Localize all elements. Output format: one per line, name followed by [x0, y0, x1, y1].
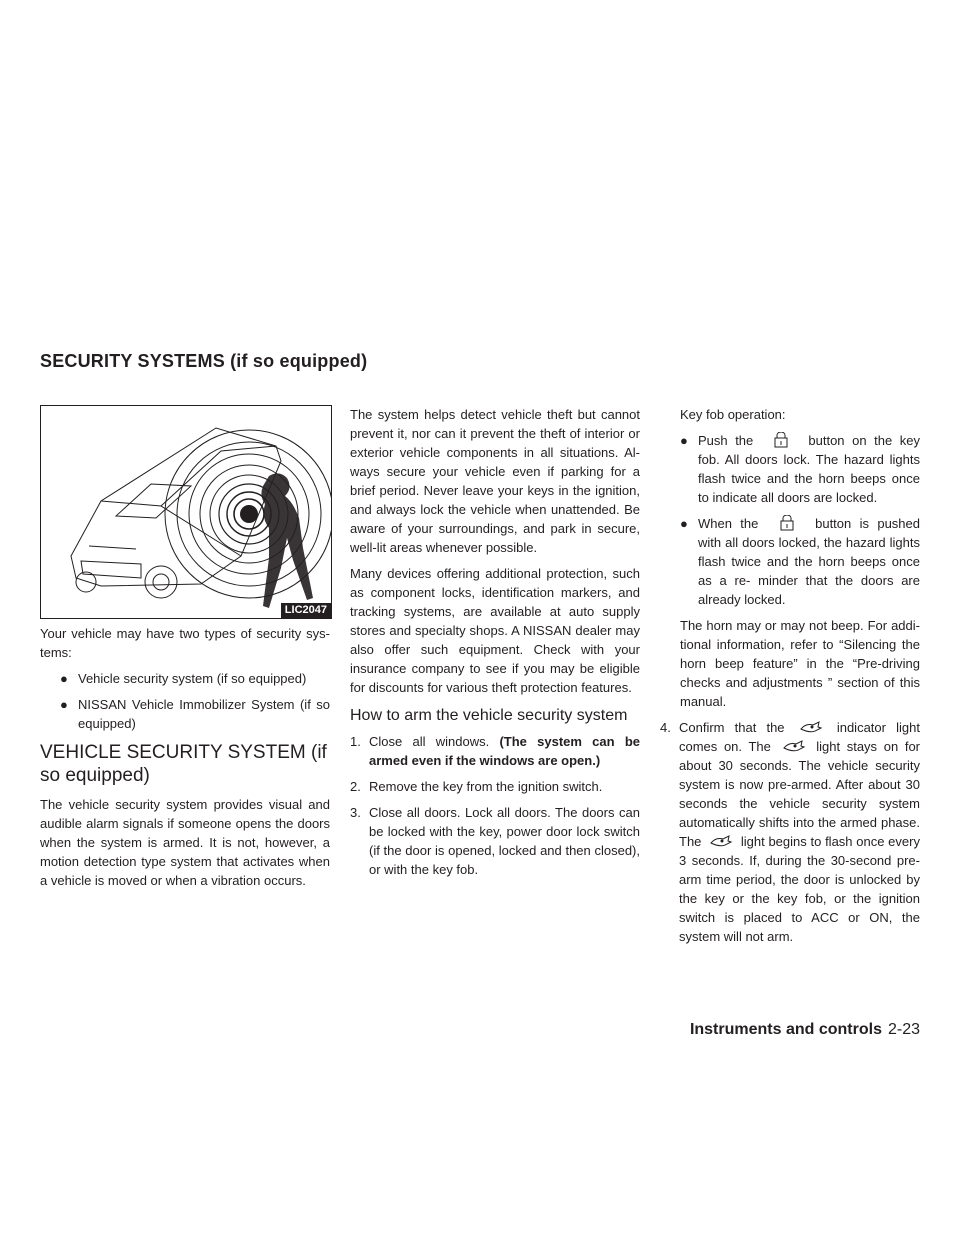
footer-section: Instruments and controls: [689, 1021, 882, 1038]
bullet-icon: ●: [60, 671, 68, 686]
bullet-icon: ●: [60, 697, 68, 712]
column-2: [350, 405, 640, 886]
lock-icon: [764, 432, 798, 448]
section-title: SECURITY SYSTEMS (if so equipped): [40, 351, 368, 371]
column-1: [40, 405, 330, 897]
heading-how-to-arm: How to arm the vehicle security system: [350, 707, 628, 724]
intro-text: Your vehicle may have two types of security sys- tems:: [40, 626, 330, 660]
keyfob-title: Key fob operation:: [680, 407, 786, 422]
step-item: 2. Remove the key from the ignition switch.: [350, 779, 603, 794]
body-paragraph: The system helps detect vehicle theft but cannot prevent it, nor can it prevent the theft of interior or exterior vehicle components in all situations. Al- ways secure your vehicle even if parking for a brief period. Never leave your keys in the ignition, and always lock the vehicle when unattended. Be aware of your surroundings, and park in secure, well-lit areas whenever possible.: [350, 407, 640, 555]
security-indicator-icon: [708, 835, 734, 849]
step-item: 1. Close all windows. (The system can be armed even if the windows are open.): [350, 734, 641, 768]
step-item: 3. Close all doors. Lock all doors. The doors can be locked with the key, power door lock switch (if the door is opened, locked and then closed), or with the key fob.: [350, 805, 640, 877]
security-indicator-icon: [781, 740, 807, 754]
body-paragraph: Many devices offering additional protection, such as component locks, identification markers, and tracking systems, are available at auto supply stores and specialty shops. A NISSAN dealer may also offer such equipment. Check with your insurance company to see if you may be eligible for discounts for various theft protection features.: [350, 566, 640, 695]
bullet-icon: ●: [680, 516, 688, 531]
step-item: 4. Confirm that the indicator light comes on. The light stays on for about 30 seconds. The vehicle security system is now pre-armed. After about 30 seconds the vehicle security system automatically shifts into the armed phase. The light begins to flash once every 3 seconds. If, during the 30-second pre-arm time period, the door is unlocked by the key or the key fob, or the ignition switch is placed to ACC or ON, the system will not arm.: [660, 720, 920, 944]
security-indicator-icon: [798, 721, 824, 735]
figure-vehicle-security: [40, 405, 332, 619]
figure-label: LIC2047: [281, 603, 331, 618]
list-item: ● Push the button on the key fob. All doors lock. The hazard lights flash twice and the horn beeps once to indicate all doors are locked.: [680, 433, 920, 505]
page-footer: [690, 1021, 920, 1039]
lock-icon: [770, 515, 804, 531]
page-number: 2-23: [887, 1021, 920, 1038]
column-3: [660, 405, 920, 953]
body-paragraph: The vehicle security system provides visual and audible alarm signals if someone opens the doors when the system is armed. It is not, however, a motion detection type system that activates when a vehicle is moved or when a vibration occurs.: [40, 797, 330, 888]
list-item: ● NISSAN Vehicle Immobilizer System (if so equipped): [60, 697, 330, 731]
horn-note: The horn may or may not beep. For addi- tional information, refer to “Silencing the horn beep feature” in the “Pre-driving checks and adjustments ” section of this manual.: [680, 618, 920, 709]
list-item: ● Vehicle security system (if so equipped): [60, 671, 307, 686]
heading-vehicle-security-system: VEHICLE SECURITY SYSTEM (if so equipped): [40, 742, 327, 786]
bullet-icon: ●: [680, 433, 688, 448]
list-item: ● When the button is pushed with all doors locked, the hazard lights flash twice and the horn beeps once as a re- minder that the doors are already locked.: [680, 516, 920, 607]
vehicle-security-illustration: [41, 406, 331, 618]
